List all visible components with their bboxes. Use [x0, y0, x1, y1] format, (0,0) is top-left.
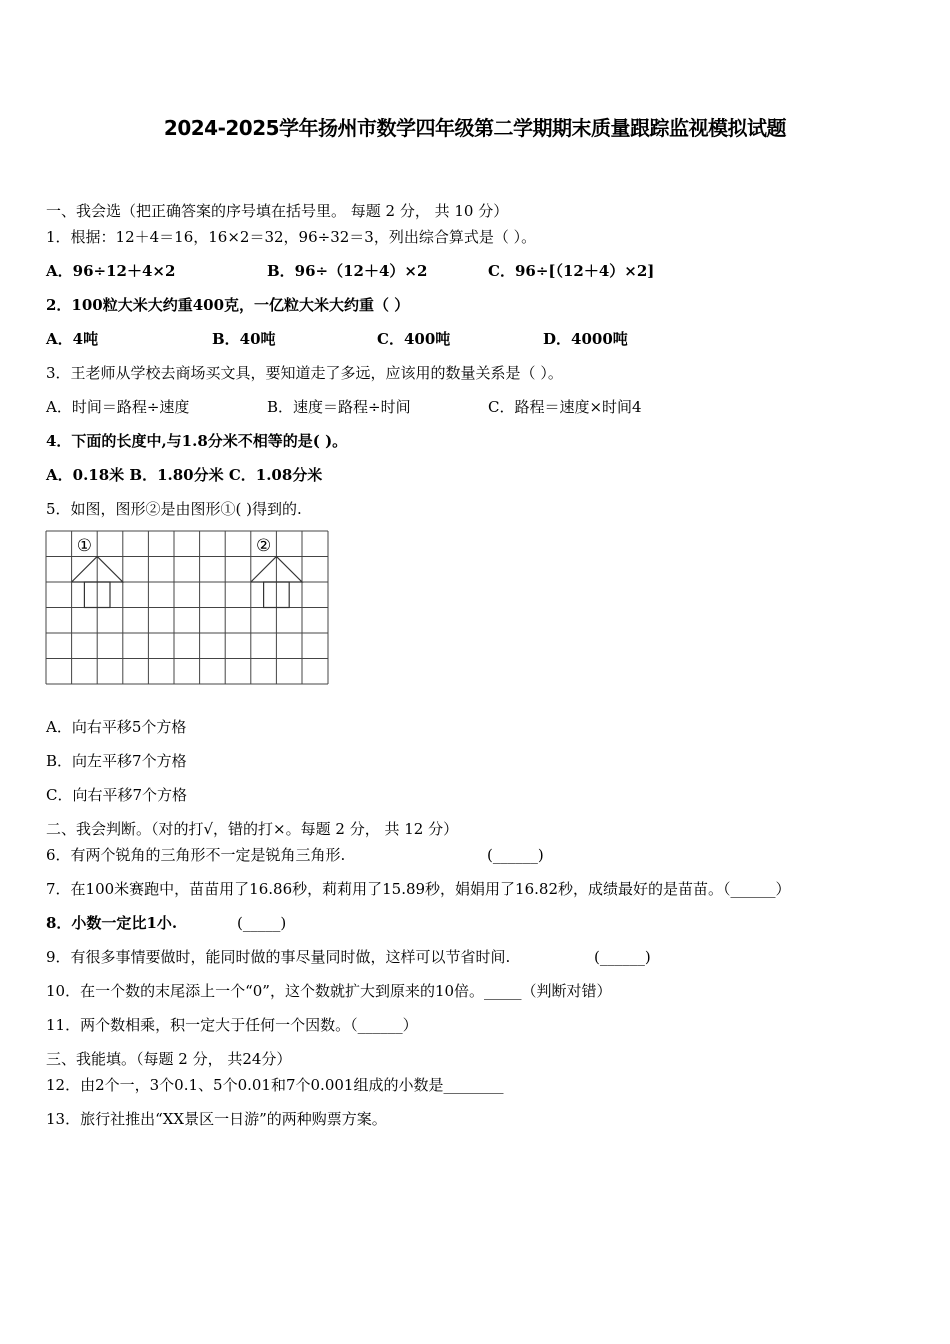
question-5-stem: 5．如图，图形②是由图形①( )得到的.: [46, 500, 302, 518]
figure-1-label: ①: [76, 536, 93, 556]
question-13-stem: 13．旅行社推出“XX景区一日游”的两种购票方案。: [46, 1110, 387, 1128]
question-3-stem: 3．王老师从学校去商场买文具，要知道走了多远，应该用的数量关系是（ ）。: [46, 364, 563, 382]
q3-option-a: A．时间＝路程÷速度: [46, 398, 190, 416]
q6-answer-blank[interactable]: (______): [487, 846, 544, 864]
q3-option-c: C．路程＝速度×时间4: [488, 398, 642, 416]
question-10-stem: 10．在一个数的末尾添上一个“0”，这个数就扩大到原来的10倍。_____（判断对错）: [46, 982, 612, 1000]
question-6-stem: 6．有两个锐角的三角形不一定是锐角三角形.: [46, 846, 346, 864]
figure-2-label: ②: [255, 536, 272, 556]
q3-option-b: B．速度＝路程÷时间: [267, 398, 411, 416]
q9-answer-blank[interactable]: (______): [594, 948, 651, 966]
question-7-stem: 7．在100米赛跑中，苗苗用了16.86秒，莉莉用了15.89秒，娟娟用了16.82秒，成绩最好的是苗苗。（______）: [46, 880, 791, 898]
q2-option-a: A．4吨: [46, 330, 99, 348]
q2-option-d: D．4000吨: [543, 330, 628, 348]
q2-option-c: C．400吨: [377, 330, 451, 348]
question-1-stem: 1．根据：12＋4＝16，16×2＝32，96÷32＝3，列出综合算式是（ ）。: [46, 228, 537, 246]
q8-answer-blank[interactable]: (_____): [237, 914, 287, 932]
section2-heading: 二、我会判断。（对的打√，错的打×。每题 2 分， 共 12 分）: [46, 820, 459, 838]
q1-option-a: A．96÷12＋4×2: [46, 262, 176, 280]
question-11-stem: 11．两个数相乘，积一定大于任何一个因数。（______）: [46, 1016, 418, 1034]
question-12-stem: 12．由2个一，3个0.1、5个0.01和7个0.001组成的小数是________: [46, 1076, 504, 1094]
q1-option-c: C．96÷[（12＋4）×2]: [488, 262, 655, 280]
question-4-stem: 4．下面的长度中,与1.8分米不相等的是( )。: [46, 432, 348, 450]
question-9-stem: 9．有很多事情要做时，能同时做的事尽量同时做，这样可以节省时间.: [46, 948, 511, 966]
q4-options: A．0.18米 B．1.80分米 C．1.08分米: [46, 466, 323, 484]
section1-heading: 一、我会选（把正确答案的序号填在括号里。 每题 2 分， 共 10 分）: [46, 202, 509, 220]
translation-grid-figure: [45, 530, 331, 688]
q1-option-b: B．96÷（12＋4）×2: [267, 262, 428, 280]
question-8-stem: 8．小数一定比1小.: [46, 914, 178, 932]
q2-option-b: B．40吨: [212, 330, 276, 348]
question-2-stem: 2．100粒大米大约重400克，一亿粒大米大约重（ ）: [46, 296, 410, 314]
q5-option-b: B．向左平移7个方格: [46, 752, 187, 770]
q5-option-a: A．向右平移5个方格: [46, 718, 187, 736]
page-title: 2024-2025学年扬州市数学四年级第二学期期末质量跟踪监视模拟试题: [163, 116, 787, 140]
section3-heading: 三、我能填。（每题 2 分， 共24分）: [46, 1050, 292, 1068]
q5-option-c: C．向右平移7个方格: [46, 786, 188, 804]
